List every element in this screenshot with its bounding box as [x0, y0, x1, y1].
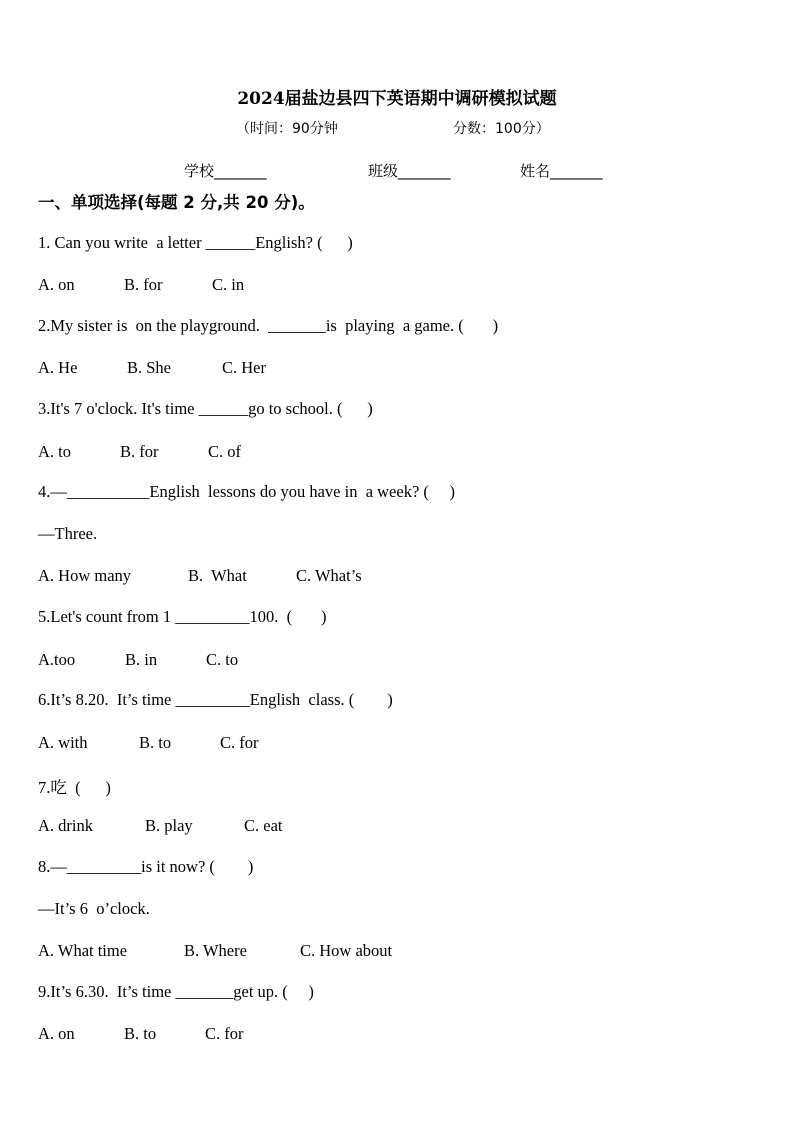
question-6-option-b: B. to: [139, 733, 172, 752]
question-5-option-a: A.too: [38, 650, 76, 669]
question-4-stem: 4.—__________English lessons do you have in a week? ( ): [38, 482, 456, 501]
question-6-option-c: C. for: [220, 733, 259, 752]
question-3-option-c: C. of: [208, 442, 241, 461]
question-7-option-a: A. drink: [38, 816, 93, 835]
school-field: 学校_______: [184, 162, 267, 180]
question-8-option-a: A. What time: [38, 941, 128, 960]
question-2-stem: 2.My sister is on the playground. _______is playing a game. ( ): [38, 316, 499, 335]
total-score: 分数：100分）: [453, 121, 550, 137]
question-7-option-b: B. play: [145, 816, 193, 835]
question-5-option-c: C. to: [206, 650, 239, 669]
question-7-stem: 7.吃 ( ): [38, 778, 111, 797]
question-2-option-b: B. She: [127, 358, 172, 377]
time-limit: （时间：90分钟: [236, 121, 338, 137]
question-8-option-b: B. Where: [184, 941, 247, 960]
question-1-option-a: A. on: [38, 275, 75, 294]
question-6-stem: 6.It’s 8.20. It’s time _________English class. ( ): [38, 690, 393, 709]
question-3-option-a: A. to: [38, 442, 71, 461]
question-9-option-c: C. for: [205, 1024, 244, 1043]
question-4-option-a: A. How many: [38, 566, 132, 585]
question-4-option-c: C. What’s: [296, 566, 362, 585]
question-4-option-b: B. What: [188, 566, 247, 585]
question-9-stem: 9.It’s 6.30. It’s time _______get up. ( ): [38, 982, 314, 1001]
question-4-answer: —Three.: [38, 524, 98, 543]
question-7-option-c: C. eat: [244, 816, 283, 835]
question-1-option-b: B. for: [124, 275, 163, 294]
question-3-option-b: B. for: [120, 442, 159, 461]
question-1-option-c: C. in: [212, 275, 245, 294]
question-2-option-c: C. Her: [222, 358, 266, 377]
exam-title: 2024届盐边县四下英语期中调研模拟试题: [237, 89, 557, 109]
question-9-option-a: A. on: [38, 1024, 75, 1043]
question-8-option-c: C. How about: [300, 941, 393, 960]
section-heading: 一、单项选择(每题 2 分,共 20 分)。: [38, 193, 315, 212]
question-5-stem: 5.Let's count from 1 _________100. ( ): [38, 607, 327, 626]
question-6-option-a: A. with: [38, 733, 88, 752]
question-5-option-b: B. in: [125, 650, 158, 669]
question-1-stem: 1. Can you write a letter ______English? ( ): [38, 233, 353, 252]
question-9-option-b: B. to: [124, 1024, 157, 1043]
name-field: 姓名_______: [520, 162, 603, 180]
question-8-stem: 8.—_________is it now? ( ): [38, 857, 254, 876]
question-3-stem: 3.It's 7 o'clock. It's time ______go to school. ( ): [38, 399, 373, 418]
class-field: 班级_______: [368, 162, 451, 180]
question-8-answer: —It’s 6 o’clock.: [38, 899, 150, 918]
question-2-option-a: A. He: [38, 358, 78, 377]
